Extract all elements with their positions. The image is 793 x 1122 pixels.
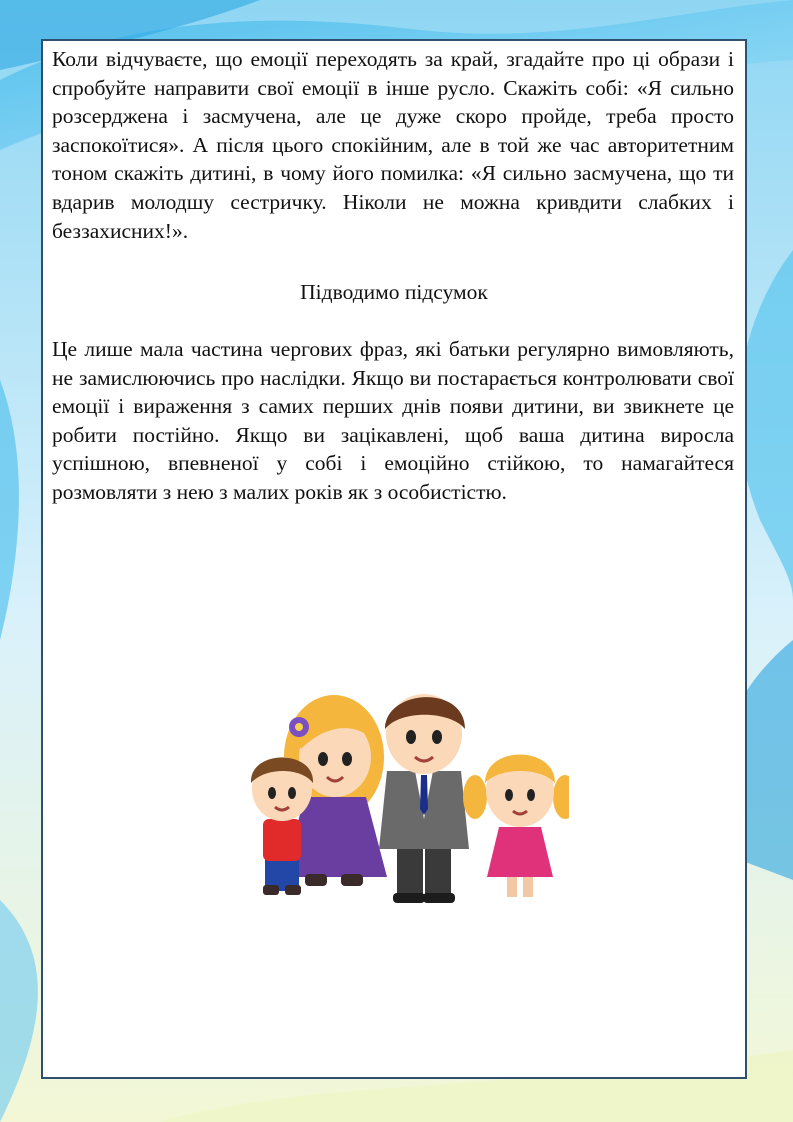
girl-figure	[463, 755, 569, 898]
section-heading: Підводимо підсумок	[300, 280, 488, 304]
father-figure	[379, 694, 469, 903]
paragraph-intro: Коли відчуваєте, що емоції переходять за край, згадайте про ці образи і спробуйте направити свої емоції в інше русло. Скажіть собі: «Я сильно розсерджена і засмучена, але це дуже скоро пройде, треба просто заспокоїтися». А після цього спокійним, але в той же час авторитетним тоном скажіть дитині, в чому його помилка: «Я сильно засмучена, що ти вдарив молодшу сестричку. Ніколи не можна кривдити слабких і беззахисних!».	[52, 47, 734, 243]
family-illustration-icon	[229, 679, 569, 909]
content-page	[41, 39, 747, 1079]
paragraph-summary: Це лише мала частина чергових фраз, які батьки регулярно вимовляють, не замислюючись про наслідки. Якщо ви постарається контролювати свої емоції і вираження з самих перших днів появи дитини, ви звикнете це робити постійно. Якщо ви зацікавлені, щоб ваша дитина виросла успішною, впевненої у собі і емоційно стійкою, то намагайтеся розмовляти з нею з малих років як з особистістю.	[52, 337, 734, 504]
